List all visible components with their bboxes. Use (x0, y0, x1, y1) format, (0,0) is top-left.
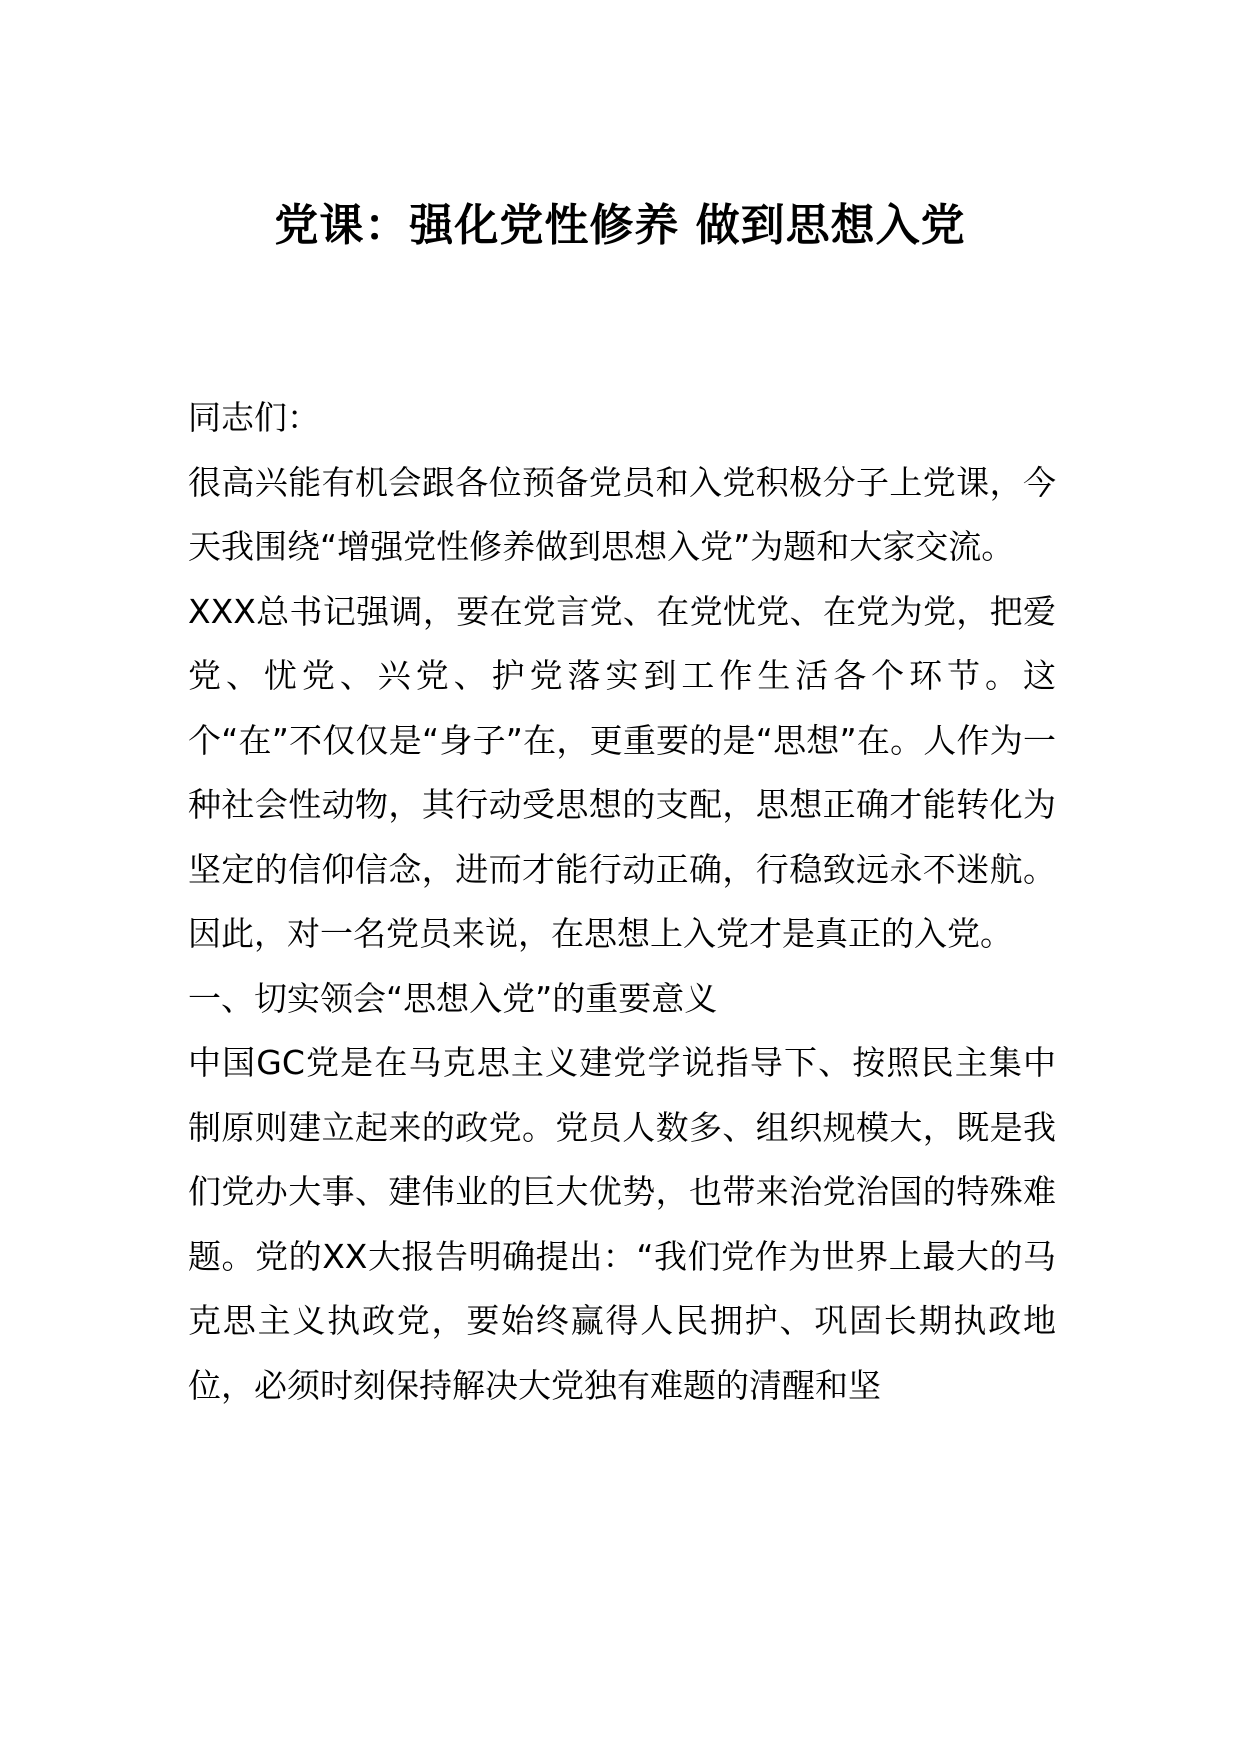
paragraph-section-1: 中国GC党是在马克思主义建党学说指导下、按照民主集中制原则建立起来的政党。党员人数多、组织规模大，既是我们党办大事、建伟业的巨大优势，也带来治党治国的特殊难题。党的XX大报告明确提出：“我们党作为世界上最大的马克思主义执政党，要始终赢得人民拥护、巩固长期执政地位，必须时刻保持解决大党独有难题的清醒和坚 (188, 1043, 1056, 1405)
document-title: 党课：强化党性修养 做到思想入党 (274, 200, 966, 251)
paragraph-intro: 很高兴能有机会跟各位预备党员和入党积极分子上党课，今天我围绕“增强党性修养做到思想入党”为题和大家交流。 (188, 462, 1056, 566)
salutation: 同志们： (188, 398, 320, 437)
document-body (188, 386, 1056, 1418)
paragraph-quote: XXX总书记强调，要在党言党、在党忧党、在党为党，把爱党、忧党、兴党、护党落实到工作生活各个环节。这个“在”不仅仅是“身子”在，更重要的是“思想”在。人作为一种社会性动物，其行动受思想的支配，思想正确才能转化为坚定的信仰信念，进而才能行动正确，行稳致远永不迷航。因此，对一名党员来说，在思想上入党才是真正的入党。 (188, 591, 1056, 953)
section-heading-1: 一、切实领会“思想入党”的重要意义 (188, 978, 718, 1018)
